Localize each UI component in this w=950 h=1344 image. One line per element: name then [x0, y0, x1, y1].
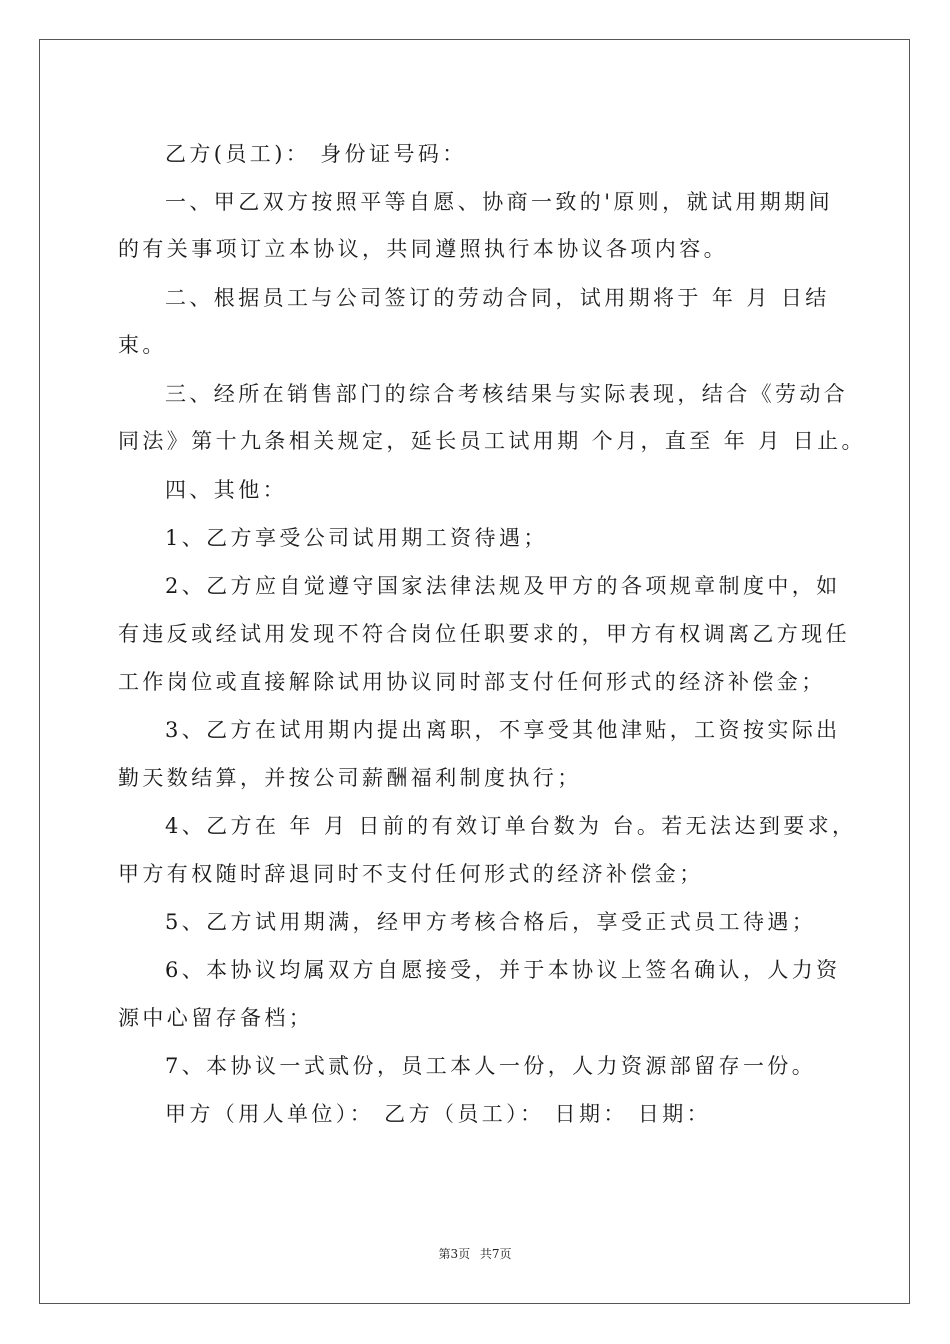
text-line: 勤天数结算，并按公司薪酬福利制度执行；	[118, 766, 582, 790]
page-total: 共7页	[479, 1247, 512, 1261]
text-line: 束。	[118, 333, 167, 357]
text-line: 乙方(员工)： 身份证号码：	[165, 142, 467, 166]
text-line: 三、经所在销售部门的综合考核结果与实际表现，结合《劳动合	[165, 382, 849, 406]
text-line: 工作岗位或直接解除试用协议同时部支付任何形式的经济补偿金；	[118, 670, 826, 694]
page-footer	[0, 1245, 950, 1262]
text-line: 4、乙方在 年 月 日前的有效订单台数为 台。若无法达到要求，	[165, 814, 857, 838]
text-line: 四、其他：	[165, 478, 287, 502]
signature-line: 甲方（用人单位）： 乙方（员工）： 日期： 日期：	[165, 1102, 712, 1126]
text-line: 的有关事项订立本协议，共同遵照执行本协议各项内容。	[118, 237, 728, 261]
text-line: 7、本协议一式贰份，员工本人一份，人力资源部留存一份。	[165, 1054, 817, 1078]
text-line: 一、甲乙双方按照平等自愿、协商一致的'原则，就试用期期间	[165, 190, 833, 214]
text-line: 1、乙方享受公司试用期工资待遇；	[165, 526, 548, 550]
text-line: 有违反或经试用发现不符合岗位任职要求的，甲方有权调离乙方现任	[118, 622, 850, 646]
text-line: 同法》第十九条相关规定，延长员工试用期 个月，直至 年 月 日止。	[118, 429, 866, 453]
text-line: 二、根据员工与公司签订的劳动合同，试用期将于 年 月 日结	[165, 286, 830, 310]
text-line: 5、乙方试用期满，经甲方考核合格后，享受正式员工待遇；	[165, 910, 817, 934]
text-line: 甲方有权随时辞退同时不支付任何形式的经济补偿金；	[118, 862, 704, 886]
text-line: 2、乙方应自觉遵守国家法律法规及甲方的各项规章制度中，如	[165, 574, 841, 598]
text-line: 6、本协议均属双方自愿接受，并于本协议上签名确认，人力资	[165, 958, 841, 982]
text-line: 3、乙方在试用期内提出离职，不享受其他津贴，工资按实际出	[165, 718, 841, 742]
page-number: 第3页	[438, 1247, 471, 1261]
text-line: 源中心留存备档；	[118, 1006, 314, 1030]
